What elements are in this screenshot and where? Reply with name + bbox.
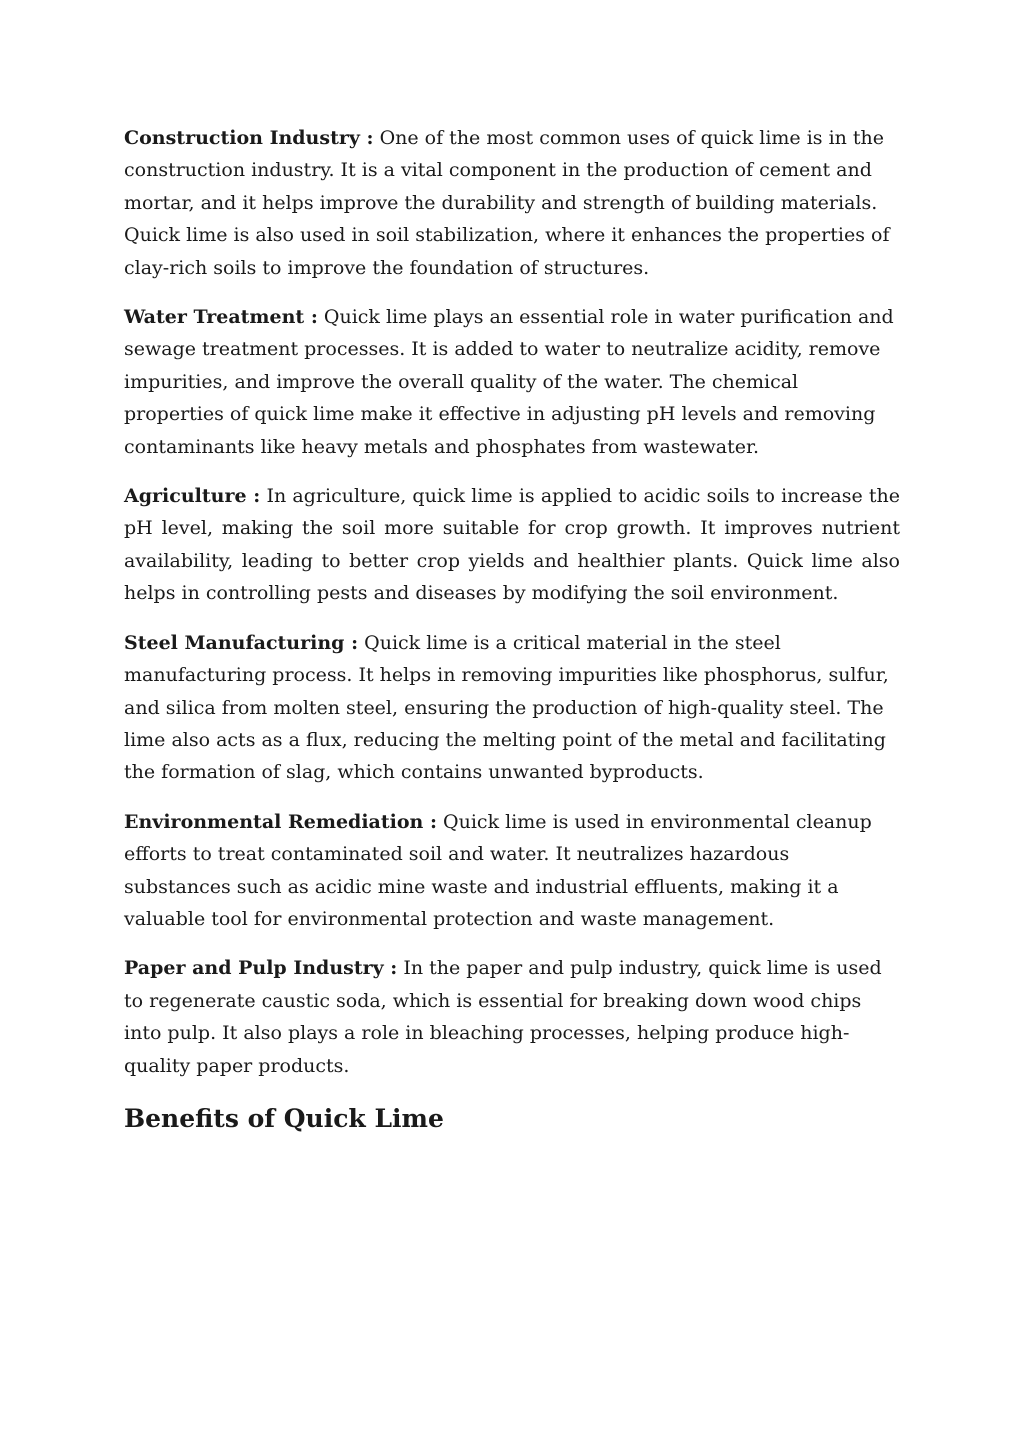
term-steel-manufacturing: Steel Manufacturing :	[124, 631, 359, 654]
paragraph-text: Quick lime is a critical material in the steel manufacturing process. It helps in removing impurities like phosphorus, sulfur, and silica from molten steel, ensuring the production of high-quality steel. The lime also acts as a flux, reducing the melting point of the metal and facilitating the formation of slag, which contains unwanted byproducts.	[124, 631, 889, 784]
term-construction-industry: Construction Industry :	[124, 127, 374, 149]
paragraph-paper-and-pulp	[124, 952, 900, 1082]
paragraph-text: One of the most common uses of quick lime is in the construction industry. It is a vital component in the production of cement and mortar, and it helps improve the durability and strength of building materials. Quick lime is also used in soil stabilization, where it enhances the properties of clay-rich soils to improve the foundation of structures.	[124, 127, 890, 279]
paragraph-water-treatment	[124, 301, 900, 463]
paragraph-agriculture	[124, 480, 900, 610]
term-paper-and-pulp: Paper and Pulp Industry :	[124, 957, 398, 980]
term-environmental-remediation: Environmental Remediation :	[124, 810, 437, 833]
document-page	[124, 122, 900, 1136]
paragraph-steel-manufacturing	[124, 627, 900, 789]
term-agriculture: Agriculture :	[124, 485, 261, 508]
paragraph-text: In agriculture, quick lime is applied to acidic soils to increase the pH level, making the soil more suitable for crop growth. It improves nutrient availability, leading to better crop yields and healthier plants. Quick lime also helps in controlling pests and diseases by modifying the soil environment.	[124, 485, 900, 605]
paragraph-environmental-remediation	[124, 806, 900, 936]
paragraph-text: Quick lime plays an essential role in water purification and sewage treatment processes. It is added to water to neutralize acidity, remove impurities, and improve the overall quality of the water. The chemical properties of quick lime make it effective in adjusting pH levels and removing contaminants like heavy metals and phosphates from wastewater.	[124, 306, 894, 458]
section-heading: Benefits of Quick Lime	[124, 1103, 444, 1133]
term-water-treatment: Water Treatment :	[124, 306, 318, 329]
paragraph-text: In the paper and pulp industry, quick lime is used to regenerate caustic soda, which is essential for breaking down wood chips into pulp. It also plays a role in bleaching processes, helping produce high-quality paper products.	[124, 957, 882, 1077]
paragraph-construction-industry	[124, 122, 900, 284]
paragraph-text: Quick lime is used in environmental cleanup efforts to treat contaminated soil and water. It neutralizes hazardous substances such as acidic mine waste and industrial effluents, making it a valuable tool for environmental protection and waste management.	[124, 810, 872, 930]
